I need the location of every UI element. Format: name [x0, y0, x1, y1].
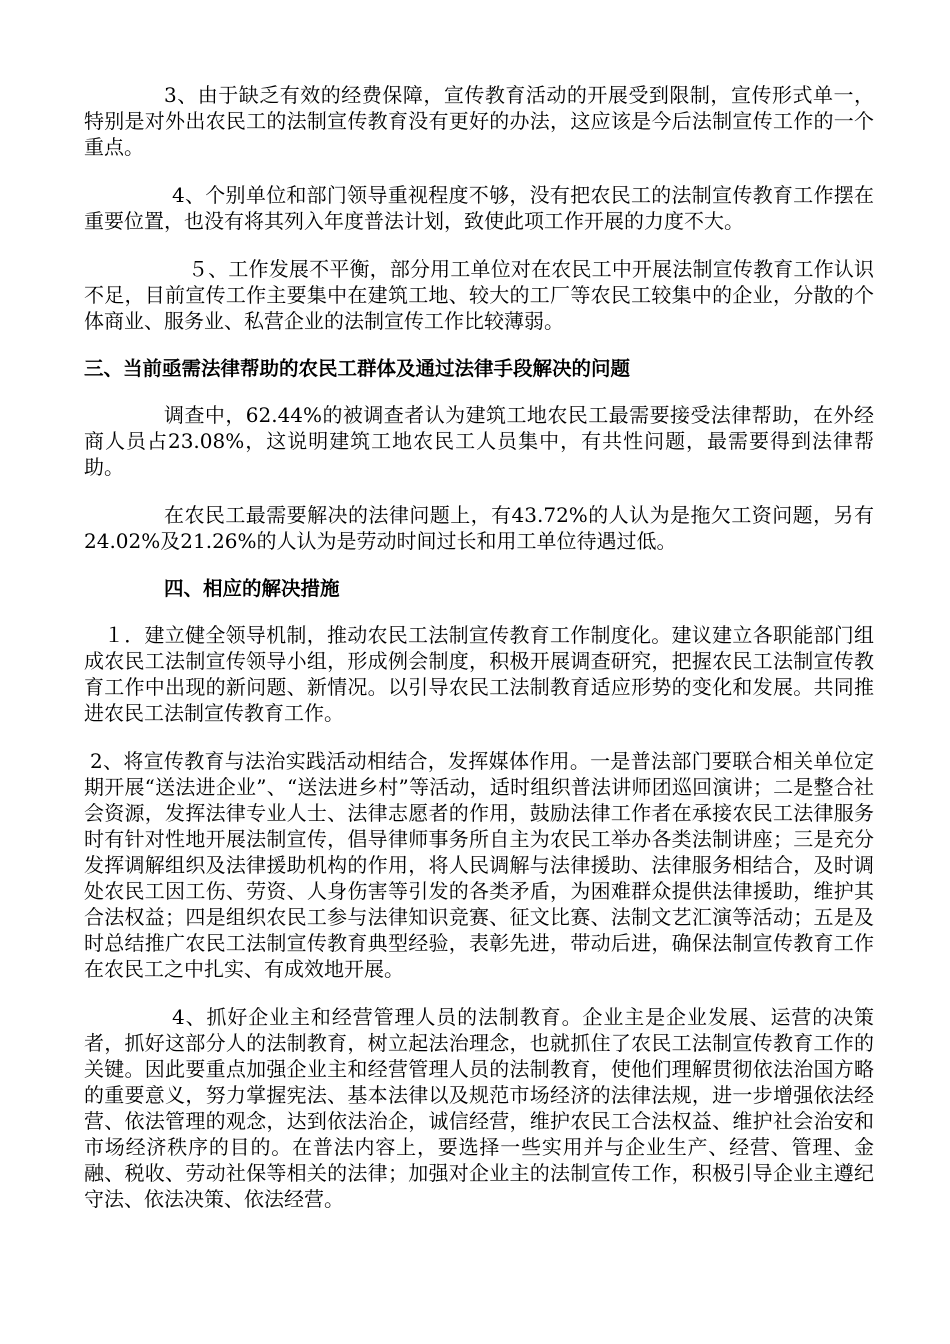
section-heading-3: 三、当前亟需法律帮助的农民工群体及通过法律手段解决的问题 — [84, 357, 631, 380]
paragraph-measure-2: 2、将宣传教育与法治实践活动相结合，发挥媒体作用。一是普法部门要联合相关单位定期开展“送法进企业”、“送法进乡村”等活动，适时组织普法讲师团巡回演讲；二是整合社会资源，发挥法律专业人士、法律志愿者的作用，鼓励法律工作者在承接农民工法律服务时有针对性地开展法制宣传，倡导律师事务所自主为农民工举办各类法制讲座；三是充分发挥调解组织及法律援助机构的作用，将人民调解与法律援助、法律服务相结合，及时调处农民工因工伤、劳资、人身伤害等引发的各类矛盾，为困难群众提供法律援助，维护其合法权益；四是组织农民工参与法律知识竞赛、征文比赛、法制文艺汇演等活动；五是及时总结推广农民工法制宣传教育典型经验，表彰先进，带动后进，确保法制宣传教育工作在农民工之中扎实、有成效地开展。 — [84, 749, 874, 981]
paragraph-measure-4: 4、抓好企业主和经营管理人员的法制教育。企业主是企业发展、运营的决策者，抓好这部分人的法制教育，树立起法治理念，也就抓住了农民工法制宣传教育工作的关键。因此要重点加强企业主和经营管理人员的法制教育，使他们理解贯彻依法治国方略的重要意义，努力掌握宪法、基本法律以及规范市场经济的法律法规，进一步增强依法经营、依法管理的观念，达到依法治企，诚信经营，维护农民工合法权益、维护社会治安和市场经济秩序的目的。在普法内容上，要选择一些实用并与企业生产、经营、管理、金融、税收、劳动社保等相关的法律；加强对企业主的法制宣传工作，积极引导企业主遵纪守法、依法决策、依法经营。 — [84, 1005, 874, 1211]
paragraph-problem-3: 3、由于缺乏有效的经费保障，宣传教育活动的开展受到限制，宣传形式单一，特别是对外出农民工的法制宣传教育没有更好的办法，这应该是今后法制宣传工作的一个重点。 — [84, 83, 874, 159]
paragraph-survey-groups: 调查中，62.44%的被调查者认为建筑工地农民工最需要接受法律帮助，在外经商人员占23.08%，这说明建筑工地农民工人员集中，有共性问题，最需要得到法律帮助。 — [84, 403, 874, 479]
paragraph-survey-issues: 在农民工最需要解决的法律问题上，有43.72%的人认为是拖欠工资问题，另有24.02%及21.26%的人认为是劳动时间过长和用工单位待遇过低。 — [84, 503, 874, 553]
paragraph-problem-5: ５、工作发展不平衡，部分用工单位对在农民工中开展法制宣传教育工作认识不足，目前宣传工作主要集中在建筑工地、较大的工厂等农民工较集中的企业，分散的个体商业、服务业、私营企业的法制宣传工作比较薄弱。 — [84, 257, 874, 333]
section-heading-4: 四、相应的解决措施 — [164, 577, 340, 600]
paragraph-problem-4: 4、个别单位和部门领导重视程度不够，没有把农民工的法制宣传教育工作摆在重要位置，也没有将其列入年度普法计划，致使此项工作开展的力度不大。 — [84, 183, 874, 233]
paragraph-measure-1: １．建立健全领导机制，推动农民工法制宣传教育工作制度化。建议建立各职能部门组成农民工法制宣传领导小组，形成例会制度，积极开展调查研究，把握农民工法制宣传教育工作中出现的新问题、新情况。以引导农民工法制教育适应形势的变化和发展。共同推进农民工法制宣传教育工作。 — [84, 623, 874, 725]
document-page — [84, 82, 874, 1234]
